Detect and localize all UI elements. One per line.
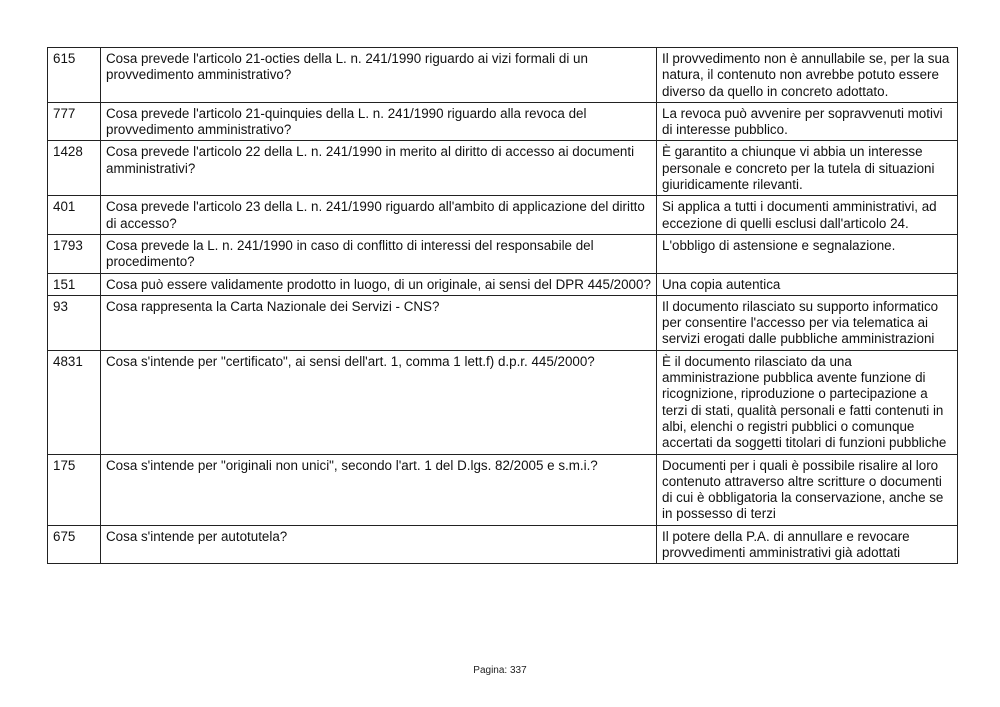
answer-text: Una copia autentica [657, 273, 958, 295]
question-id: 401 [48, 196, 101, 235]
answer-text: L'obbligo di astensione e segnalazione. [657, 234, 958, 273]
question-id: 1793 [48, 234, 101, 273]
question-id: 675 [48, 525, 101, 564]
table-row [48, 141, 958, 196]
answer-text: Il documento rilasciato su supporto informatico per consentire l'accesso per via telematica ai servizi erogati dalle pubbliche amministrazioni [657, 295, 958, 350]
question-id: 1428 [48, 141, 101, 196]
answer-text: Il potere della P.A. di annullare e revocare provvedimenti amministrativi già adottati [657, 525, 958, 564]
question-text: Cosa s'intende per "certificato", ai sensi dell'art. 1, comma 1 lett.f) d.p.r. 445/2000? [101, 350, 657, 454]
table-row [48, 295, 958, 350]
question-text: Cosa prevede l'articolo 23 della L. n. 241/1990 riguardo all'ambito di applicazione del diritto di accesso? [101, 196, 657, 235]
question-text: Cosa prevede l'articolo 21-octies della L. n. 241/1990 riguardo ai vizi formali di un provvedimento amministrativo? [101, 48, 657, 103]
answer-text: La revoca può avvenire per sopravvenuti motivi di interesse pubblico. [657, 102, 958, 141]
answer-text: Documenti per i quali è possibile risalire al loro contenuto attraverso altre scritture o documenti di cui è obbligatoria la conservazione, anche se in possesso di terzi [657, 454, 958, 525]
table-row [48, 525, 958, 564]
question-id: 93 [48, 295, 101, 350]
question-id: 175 [48, 454, 101, 525]
question-text: Cosa rappresenta la Carta Nazionale dei Servizi - CNS? [101, 295, 657, 350]
answer-text: È il documento rilasciato da una amministrazione pubblica avente funzione di ricognizione, riproduzione o partecipazione a terzi di stati, qualità personali e fatti contenuti in albi, elenchi o registri pubblici o comunque accertati da soggetti titolari di funzioni pubbliche [657, 350, 958, 454]
question-text: Cosa s'intende per autotutela? [101, 525, 657, 564]
table-row [48, 196, 958, 235]
page-number: Pagina: 337 [473, 665, 527, 676]
answer-text: Si applica a tutti i documenti amministrativi, ad eccezione di quelli esclusi dall'articolo 24. [657, 196, 958, 235]
answer-text: È garantito a chiunque vi abbia un interesse personale e concreto per la tutela di situazioni giuridicamente rilevanti. [657, 141, 958, 196]
question-text: Cosa s'intende per "originali non unici", secondo l'art. 1 del D.lgs. 82/2005 e s.m.i.? [101, 454, 657, 525]
table-row [48, 454, 958, 525]
table-row [48, 273, 958, 295]
table-row [48, 350, 958, 454]
table-row [48, 48, 958, 103]
question-id: 777 [48, 102, 101, 141]
question-text: Cosa prevede l'articolo 22 della L. n. 241/1990 in merito al diritto di accesso ai documenti amministrativi? [101, 141, 657, 196]
table-row [48, 234, 958, 273]
question-id: 4831 [48, 350, 101, 454]
question-text: Cosa prevede l'articolo 21-quinquies della L. n. 241/1990 riguardo alla revoca del provvedimento amministrativo? [101, 102, 657, 141]
question-text: Cosa può essere validamente prodotto in luogo, di un originale, ai sensi del DPR 445/2000? [101, 273, 657, 295]
question-id: 151 [48, 273, 101, 295]
question-text: Cosa prevede la L. n. 241/1990 in caso di conflitto di interessi del responsabile del procedimento? [101, 234, 657, 273]
quiz-table-body [48, 48, 958, 564]
table-row [48, 102, 958, 141]
answer-text: Il provvedimento non è annullabile se, per la sua natura, il contenuto non avrebbe potuto essere diverso da quello in concreto adottato. [657, 48, 958, 103]
question-id: 615 [48, 48, 101, 103]
quiz-table [47, 47, 958, 564]
